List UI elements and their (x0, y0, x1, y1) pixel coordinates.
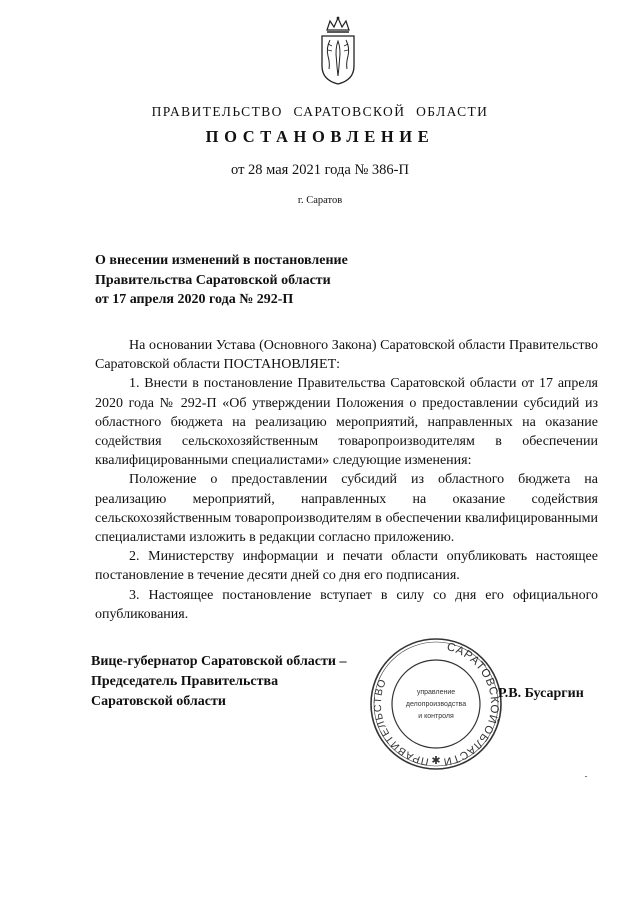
body-paragraph: 3. Настоящее постановление вступает в силу со дня его официального опубликования. (95, 587, 598, 622)
seal-outer-text: ОБЛАСТИ (441, 722, 496, 768)
body-paragraph: На основании Устава (Основного Закона) Саратовской области Правительство Саратовской области ПОСТАНОВЛЯЕТ: (95, 338, 598, 373)
subject-line: О внесении изменений в постановление (95, 253, 348, 268)
document-body (95, 336, 598, 624)
saratov-coat-of-arms-icon (316, 16, 360, 86)
body-paragraph: 2. Министерству информации и печати области опубликовать настоящее постановление в течение десяти дней со дня его подписания. (95, 549, 598, 584)
official-seal (368, 636, 504, 772)
signatory-title-line: Председатель Правительства (91, 674, 279, 689)
seal-outer-text: САРАТОВСКОЙ (445, 641, 501, 726)
government-name: ПРАВИТЕЛЬСТВО САРАТОВСКОЙ ОБЛАСТИ (151, 104, 489, 119)
scan-mark (585, 776, 587, 777)
document-type: ПОСТАНОВЛЕНИЕ (205, 127, 435, 146)
seal-outer-text: ПРАВИТЕЛЬСТВО (371, 676, 430, 768)
subject-line: от 17 апреля 2020 года № 292-П (95, 292, 294, 307)
document-subject (95, 251, 415, 310)
body-paragraph: 1. Внести в постановление Правительства Саратовской области от 17 апреля 2020 года № 292-П «Об утверждении Положения о предоставлении субсидий из областного бюджета на реализацию мероприятий, направленных на оказание содействия сельскохозяйственным товаропроизводителям в обеспечении квалифицированными специалистами» следующие изменения: (95, 376, 598, 469)
seal-center-text: делопроизводства (405, 701, 467, 708)
signatory-title-line: Саратовской области (91, 694, 226, 709)
signatory-title (91, 652, 346, 712)
signatory-title-line: Вице-губернатор Саратовской области – (91, 654, 347, 669)
document-city: г. Саратов (297, 195, 343, 206)
signatory-name: Р.В. Бусаргин (498, 686, 584, 701)
seal-center-text: и контроля (418, 713, 454, 720)
svg-text:✱: ✱ (431, 755, 441, 767)
body-paragraph: Положение о предоставлении субсидий из областного бюджета на реализацию мероприятий, направленных на оказание содействия сельскохозяйственным товаропроизводителям в обеспечении квалифицированными специалистами изложить в редакции согласно приложению. (95, 472, 598, 546)
document-date-number: от 28 мая 2021 года № 386-П (231, 162, 409, 178)
seal-center-text: управление (416, 689, 456, 696)
subject-line: Правительства Саратовской области (95, 272, 331, 288)
